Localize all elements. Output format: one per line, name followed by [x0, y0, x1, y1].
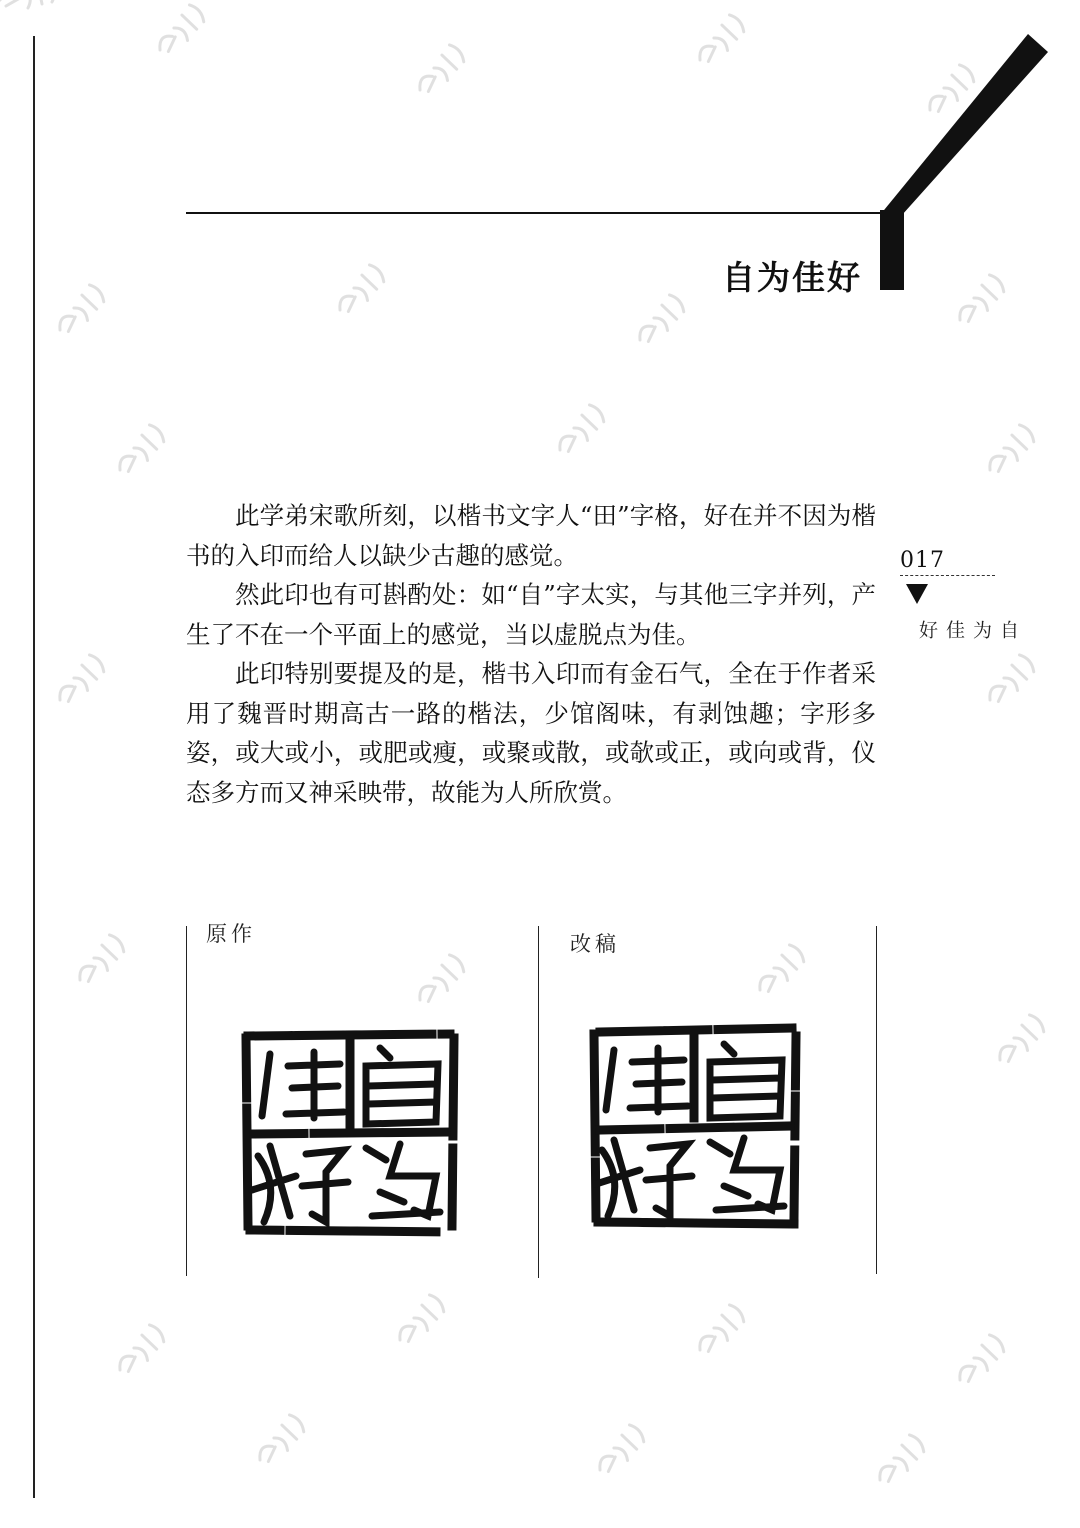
down-triangle-icon	[906, 584, 928, 604]
paragraph-2: 然此印也有可斟酌处：如“自”字太实，与其他三字并列，产生了不在一个平面上的感觉，当以虚脱点为佳。	[186, 580, 876, 649]
body-text	[186, 496, 876, 812]
figure-left-border	[186, 926, 187, 1276]
seal-original-image	[240, 1026, 460, 1238]
section-title: 自为佳好	[722, 258, 862, 297]
revised-caption: 改稿	[570, 932, 620, 956]
paragraph-3: 此印特别要提及的是，楷书入印而有金石气，全在于作者采用了魏晋时期高古一路的楷法，少馆阁味，有剥蚀趣；字形多姿，或大或小，或肥或瘦，或聚或散，或欹或正，或向或背，仪态多方而又神采映带，故能为人所欣赏。	[186, 659, 876, 807]
side-section-title: 自为佳好	[916, 620, 1019, 638]
figure-right-border	[876, 926, 877, 1274]
header-slash-ornament	[0, 0, 1080, 320]
page-number-rule	[900, 575, 995, 576]
figure-middle-border	[538, 926, 539, 1278]
seal-revised-image	[586, 1022, 806, 1230]
original-caption: 原作	[206, 922, 256, 946]
page-number: 017	[900, 548, 945, 573]
paragraph-1: 此学弟宋歌所刻，以楷书文字人“田”字格，好在并不因为楷书的入印而给人以缺少古趣的感觉。	[186, 501, 876, 570]
side-running-head	[900, 548, 1019, 638]
